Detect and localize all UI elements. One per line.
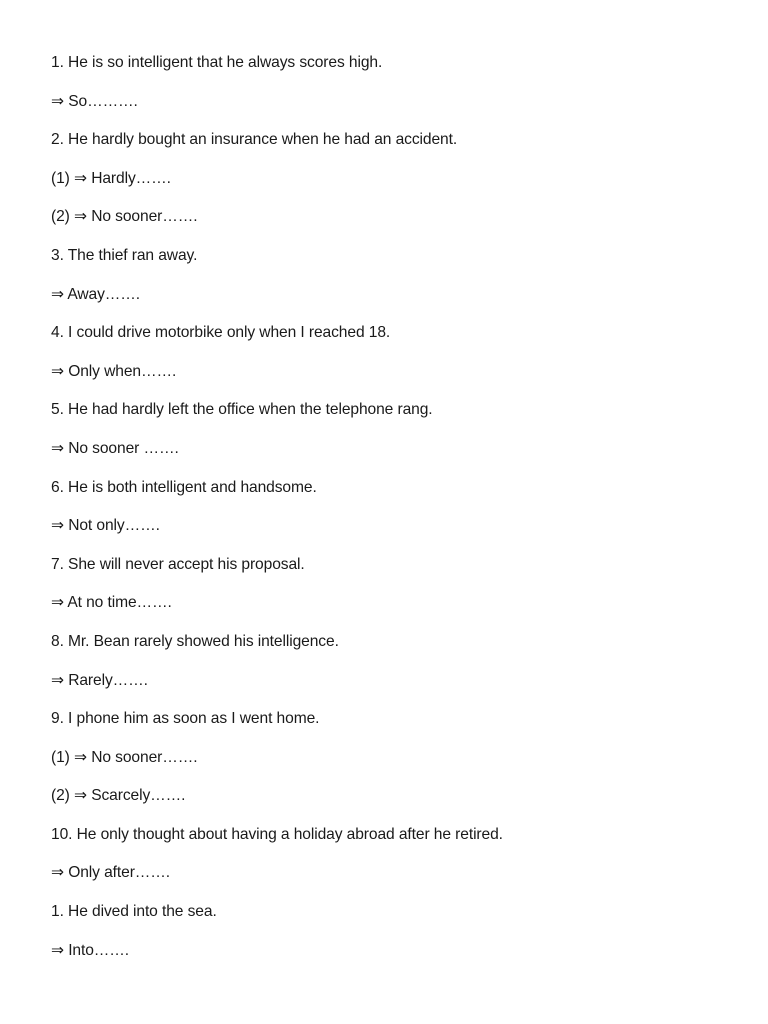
question-9: 9. I phone him as soon as I went home. — [51, 710, 320, 728]
question-7: 7. She will never accept his proposal. — [51, 555, 305, 573]
answer-11: ⇒ Into……. — [51, 941, 130, 959]
answer-8: ⇒ Rarely……. — [51, 671, 148, 689]
question-3: 3. The thief ran away. — [51, 246, 198, 264]
question-2: 2. He hardly bought an insurance when he had an accident. — [51, 131, 458, 149]
question-6: 6. He is both intelligent and handsome. — [51, 478, 317, 496]
exercise-list — [51, 51, 741, 977]
question-5: 5. He had hardly left the office when the telephone rang. — [51, 401, 433, 419]
answer-6: ⇒ Not only……. — [51, 517, 160, 535]
question-10: 10. He only thought about having a holiday abroad after he retired. — [51, 825, 503, 843]
answer-9-option-2: (2) ⇒ Scarcely……. — [51, 787, 186, 805]
answer-2-option-2: (2) ⇒ No sooner……. — [51, 208, 198, 226]
question-11: 1. He dived into the sea. — [51, 903, 217, 921]
answer-7: ⇒ At no time……. — [51, 594, 172, 612]
question-4: 4. I could drive motorbike only when I reached 18. — [51, 324, 391, 342]
question-1: 1. He is so intelligent that he always scores high. — [51, 54, 383, 71]
answer-5: ⇒ No sooner ……. — [51, 439, 179, 457]
answer-2-option-1: (1) ⇒ Hardly……. — [51, 169, 171, 187]
question-8: 8. Mr. Bean rarely showed his intelligence. — [51, 632, 339, 650]
answer-9-option-1: (1) ⇒ No sooner……. — [51, 748, 198, 766]
answer-1: ⇒ So………. — [51, 92, 138, 110]
answer-3: ⇒ Away……. — [51, 285, 141, 303]
answer-10: ⇒ Only after……. — [51, 864, 171, 882]
answer-4: ⇒ Only when……. — [51, 362, 177, 380]
